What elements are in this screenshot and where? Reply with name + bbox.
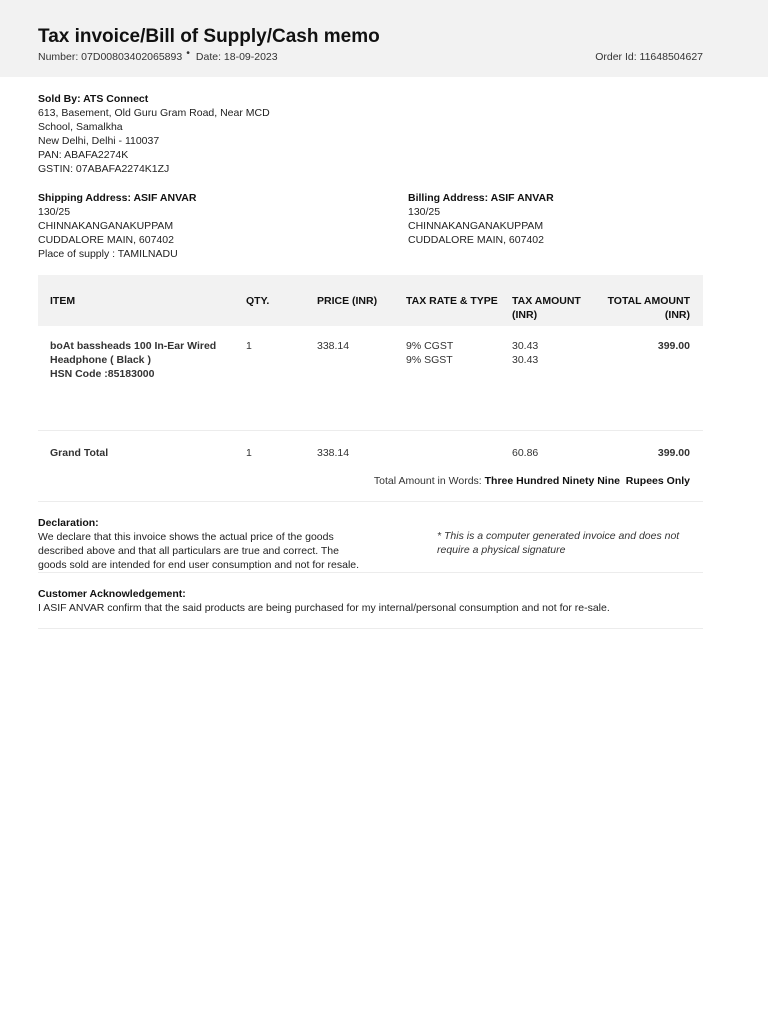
declaration-divider	[38, 572, 703, 573]
grand-total-qty: 1	[246, 447, 252, 459]
seller-address-line3: New Delhi, Delhi - 110037	[38, 135, 160, 147]
separator-dot: •	[186, 47, 190, 59]
seller-address-line1: 613, Basement, Old Guru Gram Road, Near MCD	[38, 107, 270, 119]
invoice-header	[0, 0, 768, 77]
computer-generated-note	[437, 529, 697, 557]
grand-total-tax: 60.86	[512, 447, 539, 459]
col-price: PRICE (INR)	[317, 295, 378, 307]
page-title: Tax invoice/Bill of Supply/Cash memo	[38, 26, 380, 47]
col-tax-amount	[512, 294, 581, 322]
acknowledgement-title: Customer Acknowledgement:	[38, 588, 186, 600]
item-total: 399.00	[657, 340, 690, 352]
billing-address-block	[408, 191, 554, 247]
grand-total-label: Grand Total	[50, 447, 109, 459]
declaration-block	[38, 516, 378, 572]
tax-amount-sgst: 30.43	[512, 354, 539, 366]
item-price: 338.14	[317, 340, 350, 352]
shipping-address-block	[38, 191, 196, 261]
billing-line1: 130/25	[408, 206, 441, 218]
billing-line3: CUDDALORE MAIN, 607402	[408, 234, 544, 246]
shipping-line1: 130/25	[38, 206, 71, 218]
col-total-line1: TOTAL AMOUNT	[607, 295, 690, 307]
total-in-words	[374, 474, 690, 488]
item-description	[50, 339, 216, 381]
declaration-line3: goods sold are intended for end user consumption and not for resale.	[38, 559, 360, 571]
billing-line2: CHINNAKANGANAKUPPAM	[408, 220, 544, 232]
seller-pan: PAN: ABAFA2274K	[38, 149, 129, 161]
invoice-number: Number: 07D00803402065893	[38, 51, 183, 63]
seller-block	[38, 92, 270, 176]
billing-label: Billing Address: ASIF ANVAR	[408, 192, 554, 204]
total-in-words-value: Three Hundred Ninety Nine Rupees Only	[484, 475, 690, 487]
total-in-words-label: Total Amount in Words:	[373, 475, 485, 487]
col-qty: QTY.	[246, 295, 270, 307]
place-of-supply: Place of supply : TAMILNADU	[38, 248, 178, 260]
acknowledgement-text: I ASIF ANVAR confirm that the said products are being purchased for my internal/personal consumption and not for re-sale.	[38, 602, 610, 614]
item-tax-amounts	[512, 339, 538, 367]
item-name-line1: boAt bassheads 100 In-Ear Wired	[50, 340, 217, 352]
invoice-date: Date: 18-09-2023	[195, 51, 278, 63]
acknowledgement-block	[38, 587, 703, 615]
tax-type-sgst: 9% SGST	[406, 354, 453, 366]
declaration-line2: described above and that all particulars are true and correct. The	[38, 545, 339, 557]
order-id: Order Id: 11648504627	[595, 51, 703, 63]
declaration-line1: We declare that this invoice shows the actual price of the goods	[38, 531, 334, 543]
seller-gstin: GSTIN: 07ABAFA2274K1ZJ	[38, 163, 170, 175]
seller-label: Sold By: ATS Connect	[38, 93, 149, 105]
section-divider	[38, 501, 703, 502]
item-qty: 1	[246, 340, 252, 352]
invoice-meta	[38, 47, 278, 64]
note-line2: require a physical signature	[437, 544, 566, 556]
footer-divider	[38, 628, 703, 629]
col-total-amount	[608, 294, 690, 322]
item-tax-types	[406, 339, 453, 367]
note-line1: * This is a computer generated invoice and does not	[437, 530, 680, 542]
seller-address-line2: School, Samalkha	[38, 121, 123, 133]
grand-total-price: 338.14	[317, 447, 350, 459]
shipping-line3: CUDDALORE MAIN, 607402	[38, 234, 174, 246]
declaration-title: Declaration:	[38, 517, 99, 529]
col-total-line2: (INR)	[664, 309, 690, 321]
col-tax-amount-line1: TAX AMOUNT	[512, 295, 581, 307]
grand-total-amount: 399.00	[657, 447, 690, 459]
item-name-line2: Headphone ( Black )	[50, 354, 151, 366]
col-item: ITEM	[50, 295, 76, 307]
tax-type-cgst: 9% CGST	[406, 340, 454, 352]
row-divider	[38, 430, 703, 431]
item-hsn: HSN Code :85183000	[50, 368, 155, 380]
col-tax-amount-line2: (INR)	[512, 309, 538, 321]
shipping-line2: CHINNAKANGANAKUPPAM	[38, 220, 174, 232]
items-table-header	[38, 275, 703, 326]
tax-amount-cgst: 30.43	[512, 340, 539, 352]
shipping-label: Shipping Address: ASIF ANVAR	[38, 192, 197, 204]
col-tax-rate: TAX RATE & TYPE	[406, 295, 498, 307]
